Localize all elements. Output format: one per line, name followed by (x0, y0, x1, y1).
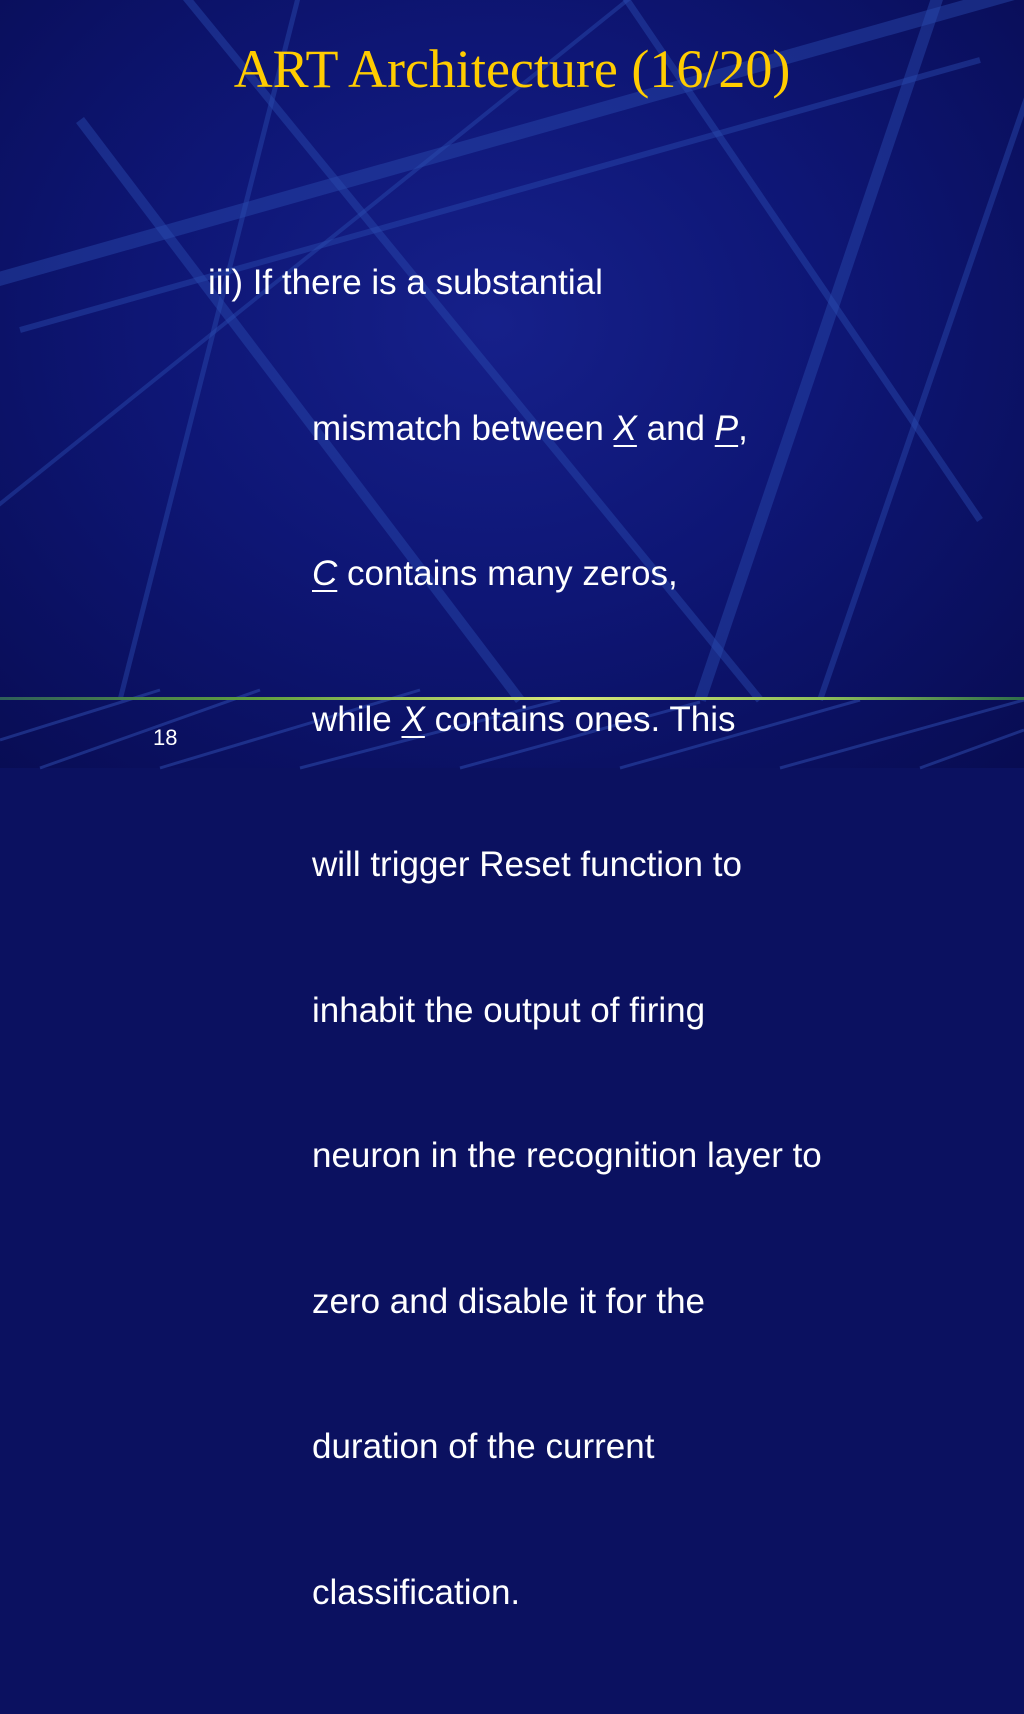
text-segment: contains many zeros, (337, 554, 678, 593)
body-line-4 (208, 696, 998, 745)
body-line-7: neuron in the recognition layer to (312, 1136, 822, 1175)
body-line-2 (208, 405, 998, 454)
variable-p: P (714, 408, 739, 448)
text-segment: while (312, 699, 402, 739)
text-segment: contains ones. This (424, 699, 736, 739)
body-line-1: iii) If there is a substantial (208, 263, 603, 302)
slide-title: ART Architecture (16/20) (233, 39, 791, 99)
variable-c: C (312, 554, 338, 593)
body-line-6: inhabit the output of firing (312, 990, 706, 1030)
body-line-5: will trigger Reset function to (312, 845, 742, 884)
variable-x: X (613, 408, 637, 448)
text-segment: and (636, 408, 715, 448)
body-line-10: classification. (312, 1572, 521, 1612)
variable-x: X (401, 699, 425, 739)
body-line-8: zero and disable it for the (312, 1281, 706, 1321)
text-segment: mismatch between (312, 408, 614, 448)
footer-divider (0, 697, 1024, 700)
body-line-9: duration of the current (312, 1427, 655, 1466)
body-line-3 (208, 550, 998, 599)
page-number: 18 (153, 725, 178, 750)
text-segment: , (738, 408, 748, 448)
slide-body (208, 162, 998, 1714)
